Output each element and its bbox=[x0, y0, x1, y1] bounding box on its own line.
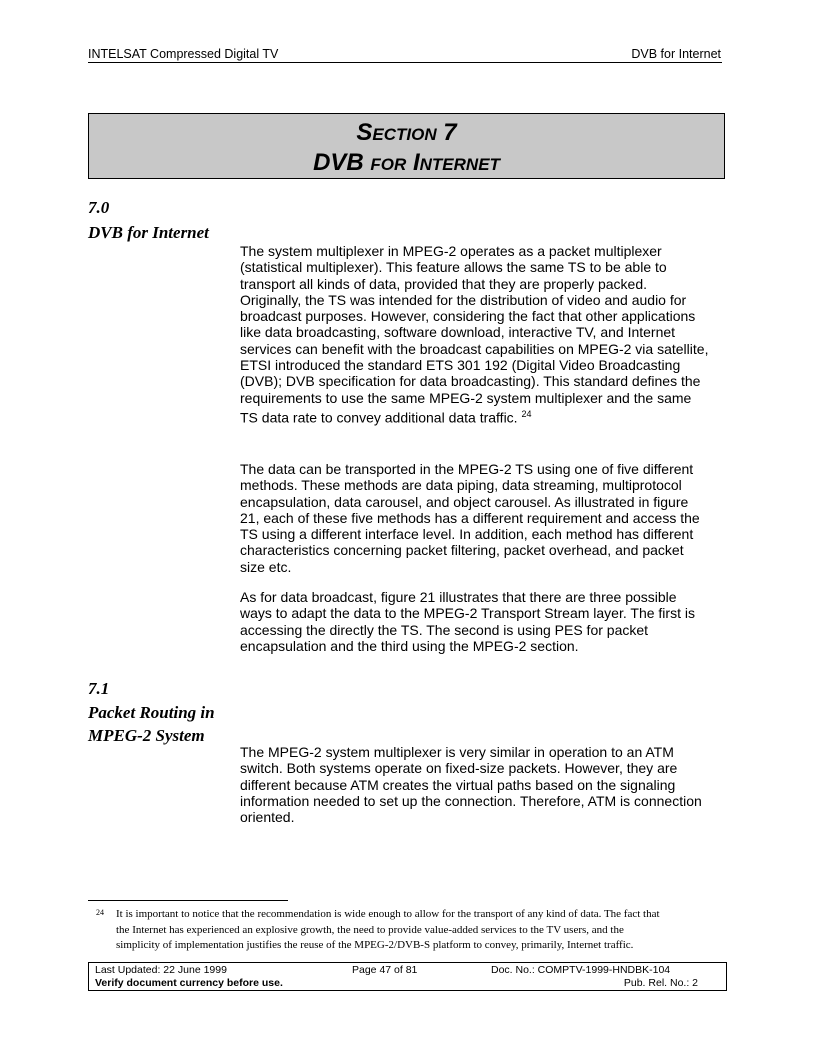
line: ETSI introduced the standard ETS 301 192 (Digital Video Broadcasting bbox=[240, 357, 681, 374]
line: characteristics concerning packet filtering, packet overhead, and packet bbox=[240, 542, 684, 559]
section-banner bbox=[88, 113, 725, 179]
heading-number: 7.1 bbox=[88, 679, 110, 698]
line: transport all kinds of data, provided that they are properly packed. bbox=[240, 275, 648, 292]
line: Originally, the TS was intended for the distribution of video and audio for bbox=[240, 291, 687, 308]
header-rule bbox=[88, 62, 722, 63]
line: (statistical multiplexer). This feature allows the same TS to be able to bbox=[240, 259, 667, 276]
line: methods. These methods are data piping, data streaming, multiprotocol bbox=[240, 477, 682, 494]
line: size etc. bbox=[240, 558, 292, 575]
line: switch. Both systems operate on fixed-size packets. However, they are bbox=[240, 760, 678, 777]
section-title: DVB for Internet bbox=[313, 149, 500, 176]
heading-title: DVB for Internet bbox=[88, 223, 209, 242]
paragraph-2 bbox=[240, 461, 700, 575]
line-text: TS data rate to convey additional data traffic. bbox=[240, 409, 522, 426]
heading-number: 7.0 bbox=[88, 198, 110, 217]
heading-7-0 bbox=[88, 197, 209, 243]
line: encapsulation, data carousel, and object carousel. As illustrated in figure bbox=[240, 493, 689, 510]
page-footer bbox=[88, 962, 727, 991]
line: broadcast purposes. However, considering the fact that other applications bbox=[240, 308, 696, 325]
heading-title: Packet Routing in bbox=[88, 703, 215, 722]
footnote-line: It is important to notice that the recommendation is wide enough to allow for the transport of any kind of data. The fact that bbox=[116, 908, 660, 920]
line: As for data broadcast, figure 21 illustrates that there are three possible bbox=[240, 589, 677, 605]
line: different because ATM creates the virtual paths based on the signaling bbox=[240, 776, 676, 793]
pub-release: Pub. Rel. No.: 2 bbox=[623, 977, 698, 989]
footnote bbox=[96, 907, 660, 954]
line: (DVB); DVB specification for data broadcasting). This standard defines the bbox=[240, 373, 701, 390]
line: encapsulation and the third using the MPEG-2 section. bbox=[240, 637, 579, 654]
line: like data broadcasting, software download, interactive TV, and Internet bbox=[240, 324, 676, 341]
paragraph-4 bbox=[240, 744, 702, 825]
line: accessing the directly the TS. The second is using PES for packet bbox=[240, 621, 649, 638]
footnote-line: simplicity of implementation justifies the reuse of the MPEG-2/DVB-S platform to convey, primarily, Internet traffic. bbox=[116, 939, 634, 951]
line: ways to adapt the data to the MPEG-2 Transport Stream layer. The first is bbox=[240, 605, 695, 622]
line: TS using a different interface level. In addition, each method has different bbox=[240, 526, 694, 543]
page-number: Page 47 of 81 bbox=[352, 964, 418, 976]
last-updated: Last Updated: 22 June 1999 bbox=[95, 964, 227, 976]
paragraph-1 bbox=[240, 243, 708, 426]
footnote-rule bbox=[88, 900, 288, 901]
verify-notice: Verify document currency before use. bbox=[95, 977, 283, 989]
line: requirements to use the same MPEG-2 system multiplexer and the same bbox=[240, 389, 692, 406]
doc-number: Doc. No.: COMPTV-1999-HNDBK-104 bbox=[491, 964, 671, 976]
heading-title: MPEG-2 System bbox=[88, 726, 205, 745]
line bbox=[240, 406, 708, 426]
header-section: DVB for Internet bbox=[631, 47, 721, 61]
line: information needed to set up the connection. Therefore, ATM is connection bbox=[240, 792, 702, 809]
footnote-ref[interactable]: 24 bbox=[521, 408, 532, 419]
line: oriented. bbox=[240, 809, 295, 826]
section-number: Section 7 bbox=[356, 119, 457, 146]
footnote-number: 24 bbox=[96, 908, 104, 917]
line: The MPEG-2 system multiplexer is very similar in operation to an ATM bbox=[240, 744, 674, 760]
footnote-line: the Internet has experienced an explosive growth, the need to provide value-added services to the TV users, and the bbox=[116, 923, 624, 936]
heading-7-1 bbox=[88, 678, 215, 746]
line: The data can be transported in the MPEG-2 TS using one of five different bbox=[240, 461, 694, 477]
line: 21, each of these five methods has a different requirement and access the bbox=[240, 509, 700, 526]
line: The system multiplexer in MPEG-2 operates as a packet multiplexer bbox=[240, 243, 662, 259]
line: services can benefit with the broadcast capabilities on MPEG-2 via satellite, bbox=[240, 340, 709, 357]
paragraph-3 bbox=[240, 589, 695, 654]
header-title: INTELSAT Compressed Digital TV bbox=[88, 47, 279, 61]
